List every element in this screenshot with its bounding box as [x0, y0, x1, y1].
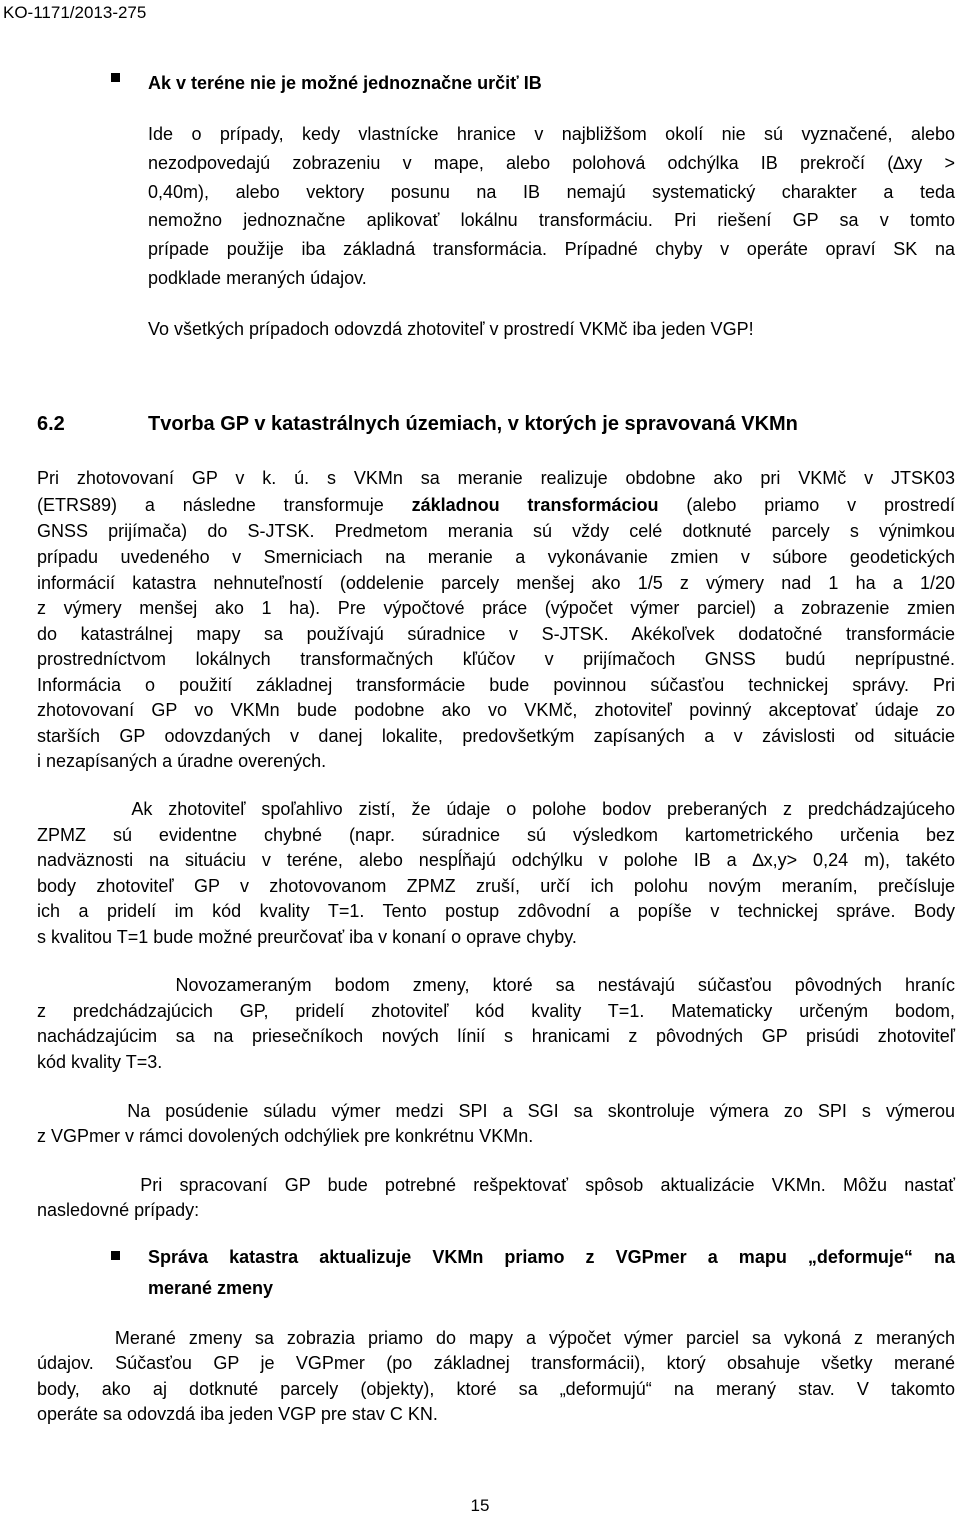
bullet-heading-1: Ak v teréne nie je možné jednoznačne určiť IB: [148, 73, 542, 93]
section-number: 6.2: [37, 413, 65, 435]
bullet-square: [111, 73, 120, 82]
para1-line: podklade meraných údajov.: [148, 268, 367, 288]
para4-line: z predchádzajúcich GP, pridelí zhotoviteľ kód kvality T=1. Matematicky určeným bodom,: [37, 1001, 955, 1021]
para2-line: i nezapísaných a úradne overených.: [37, 751, 327, 771]
para5-line: Na posúdenie súladu výmer medzi SPI a SGI sa skontroluje výmera zo SPI s výmerou: [37, 1101, 955, 1121]
para4-line: kód kvality T=3.: [37, 1052, 163, 1072]
para4-line: Novozameraným bodom zmeny, ktoré sa nestávajú súčasťou pôvodných hraníc: [37, 975, 955, 995]
para2-line: prostredníctvom lokálnych transformačných kľúčov v prijímačoch GNSS budú neprípustné.: [37, 649, 955, 669]
section-title: Tvorba GP v katastrálnych územiach, v ktorých je spravovaná VKMn: [148, 413, 798, 435]
para1-line: nezodpovedajú zobrazeniu v mape, alebo polohová odchýlka IB prekročí (∆xy >: [148, 153, 955, 173]
para1-line: nemožno jednoznačne aplikovať lokálnu transformáciu. Pri riešení GP sa v tomto: [148, 210, 955, 230]
para2-line: prípadu uvedeného v Smerniciach na meranie a vykonávanie zmien v súbore geodetických: [37, 547, 955, 567]
para6-line: Pri spracovaní GP bude potrebné rešpektovať spôsob aktualizácie VKMn. Môžu nastať: [37, 1175, 955, 1195]
para1-line: prípade použije iba základná transformácia. Prípadné chyby v operáte opraví SK na: [148, 239, 955, 259]
para2-line: z výmery menšej ako 1 ha). Pre výpočtové práce (výpočet výmer parciel) a zobrazenie zmien: [37, 598, 955, 618]
bullet-square: [111, 1251, 120, 1260]
para3-line: Ak zhotoviteľ spoľahlivo zistí, že údaje o polohe bodov preberaných z predchádzajúceho: [37, 799, 955, 819]
para3-line: nadväznosti na situáciu v teréne, alebo nespĺňajú odchýlku v polohe IB a ∆x,y> 0,24 m), takéto: [37, 850, 955, 870]
para6-line: nasledovné prípady:: [37, 1200, 200, 1220]
para2-line: zhotovovaní GP vo VKMn bude podobne ako vo VKMč, zhotoviteľ povinný akceptovať údaje zo: [37, 700, 955, 720]
para7-line: Merané zmeny sa zobrazia priamo do mapy a výpočet výmer parciel sa vykoná z meraných: [37, 1328, 955, 1348]
para4-line: nachádzajúcim sa na priesečníkoch nových línií s hranicami z pôvodných GP prisúdi zhotoviteľ: [37, 1026, 955, 1046]
document-id: KO-1171/2013-275: [3, 3, 147, 22]
para7-line: operáte sa odovzdá iba jeden VGP pre stav C KN.: [37, 1404, 438, 1424]
para3-line: body zhotoviteľ GP v zhotovovanom ZPMZ zruší, určí ich polohu novým meraním, prečísluje: [37, 876, 955, 896]
para3-line: ZPMZ sú evidentne chybné (napr. súradnice sú výsledkom kartometrického určenia bez: [37, 825, 955, 845]
para2-line: GNSS prijímača) do S-JTSK. Predmetom merania sú vždy celé dotknuté parcely s výnimkou: [37, 521, 955, 541]
para3-line: s kvalitou T=1 bude možné preurčovať iba v konaní o oprave chyby.: [37, 927, 577, 947]
para2-line: (ETRS89) a následne transformuje základnou transformáciou (alebo priamo v prostredí: [37, 495, 955, 515]
para2-line: do katastrálnej mapy sa používajú súradnice v S-JTSK. Akékoľvek dodatočné transformácie: [37, 624, 955, 644]
para5-line: z VGPmer v rámci dovolených odchýliek pre konkrétnu VKMn.: [37, 1126, 534, 1146]
bullet-heading-2-line: Správa katastra aktualizuje VKMn priamo z VGPmer a mapu „deformuje“ na: [148, 1247, 955, 1267]
para1-line: Ide o prípady, kedy vlastnícke hranice v najbližšom okolí nie sú vyznačené, alebo: [148, 124, 955, 144]
para2-line: starších GP odovzdaných v danej lokalite, predovšetkým zapísaných a v závislosti od situácie: [37, 726, 955, 746]
page-number: 15: [470, 1496, 490, 1515]
para7-line: body, ako aj dotknuté parcely (objekty), ktoré sa „deformujú“ na meraný stav. V takomto: [37, 1379, 955, 1399]
para2-line: informácií katastra nehnuteľností (oddelenie parcely menšej ako 1/5 z výmery nad 1 ha a 1/20: [37, 573, 955, 593]
para3-line: ich a pridelí im kód kvality T=1. Tento postup zdôvodní a popíše v technickej správe. Body: [37, 901, 955, 921]
bullet-heading-2-line: merané zmeny: [148, 1278, 274, 1298]
para2-line: Pri zhotovovaní GP v k. ú. s VKMn sa meranie realizuje obdobne ako pri VKMč v JTSK03: [37, 468, 955, 488]
para7-line: údajov. Súčasťou GP je VGPmer (po základnej transformácii), ktorý obsahuje všetky merané: [37, 1353, 955, 1373]
para2-line: Informácia o použití základnej transformácie bude povinnou súčasťou technickej správy. Pri: [37, 675, 955, 695]
para1-note: Vo všetkých prípadoch odovzdá zhotoviteľ v prostredí VKMč iba jeden VGP!: [148, 319, 754, 339]
para1-line: 0,40m), alebo vektory posunu na IB nemajú systematický charakter a teda: [148, 182, 955, 202]
